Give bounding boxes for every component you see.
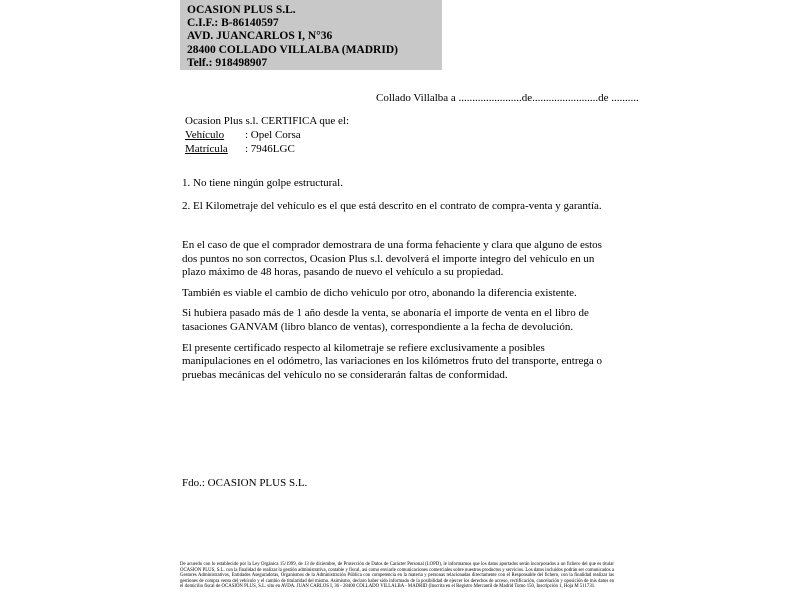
legal-footer: De acuerdo con lo establecido por la Ley Orgánica 15/1999, de 13 de diciembre, de Protección de Datos de Carácter Personal (LOPD), le informamos que los datos aportados serán incorporados a un fichero del que es titular OCASION PLUS, S.L. con la finalidad de realizar la gestión administrativa, contable y fiscal, así como enviarle comunicaciones comerciales sobre nuestros productos y servicios. Los datos incluidos podrán ser comunicados a Gestores Administrativos, Entidades Aseguradoras, Organismos de la Administración Pública con competencia en la materia y personas relacionadas directamente con el Responsable del fichero, con la finalidad realizar las gestiones de compra venta del vehículo y el cambio de titularidad del mismo. Asimismo, declaro haber sido informado de la posibilidad de ejercer los derechos de acceso, rectificación, cancelación y oposición de mis datos en el domicilio fiscal de OCASIÓN PLUS, S.L. sito en AVDA. JUAN CARLOS I, 36 - 28400 COLLADO VILLALBA - MADRID (Inscrita en el Registro Mercantil de Madrid Tomo 150, Inscripción 1, Hoja M 511731. — [180, 562, 614, 590]
certify-section — [185, 114, 349, 156]
point-1: 1. No tiene ningún golpe estructural. — [182, 177, 343, 189]
vehicle-label: Vehículo — [185, 129, 225, 141]
plate-value: : 7946LGC — [245, 143, 295, 155]
company-name: OCASION PLUS S.L. — [187, 4, 296, 16]
date-line: Collado Villalba a .......................de........................de .......... — [376, 92, 639, 104]
paragraph-exchange: También es viable el cambio de dicho vehiculo por otro, abonando la diferencia existente. — [182, 286, 577, 299]
company-header-box — [180, 0, 442, 70]
plate-row — [185, 142, 349, 156]
company-address: AVD. JUANCARLOS I, N°36 — [187, 30, 333, 43]
plate-label: Matrícula — [185, 143, 228, 155]
vehicle-value: : Opel Corsa — [245, 129, 301, 141]
paragraph-ganvam: Si hubiera pasado más de 1 año desde la venta, se abonaría el importe de venta en el libro de tasaciones GANVAM (libro blanco de ventas), correspondiente a la fecha de devolución. — [182, 307, 589, 333]
vehicle-row — [185, 128, 349, 142]
company-cif: C.I.F.: B-86140597 — [187, 17, 279, 30]
point-2: 2. El Kilometraje del vehículo es el que está descrito en el contrato de compra-venta y garantía. — [182, 199, 602, 212]
paragraph-odometer: El presente certificado respecto al kilometraje se refiere exclusivamente a posibles manipulaciones en el odómetro, las variaciones en los kilómetros fruto del transporte, entrega o pruebas mecánicas del vehículo no se considerarán faltas de conformidad. — [182, 341, 603, 381]
signature-line: Fdo.: OCASION PLUS S.L. — [182, 477, 308, 489]
paragraph-refund: En el caso de que el comprador demostrara de una forma fehaciente y clara que alguno de estos dos puntos no son correctos, Ocasion Plus s.l. devolverá el importe integro del vehículo en un plazo máximo de 48 horas, pasando de nuevo el vehículo a su propiedad. — [182, 239, 602, 279]
certified-points — [182, 177, 652, 213]
certify-intro: Ocasion Plus s.l. CERTIFICA que el: — [185, 115, 350, 127]
body-paragraphs — [182, 239, 616, 389]
company-city: 28400 COLLADO VILLALBA (MADRID) — [187, 43, 398, 56]
company-phone: Telf.: 918498907 — [187, 56, 268, 69]
